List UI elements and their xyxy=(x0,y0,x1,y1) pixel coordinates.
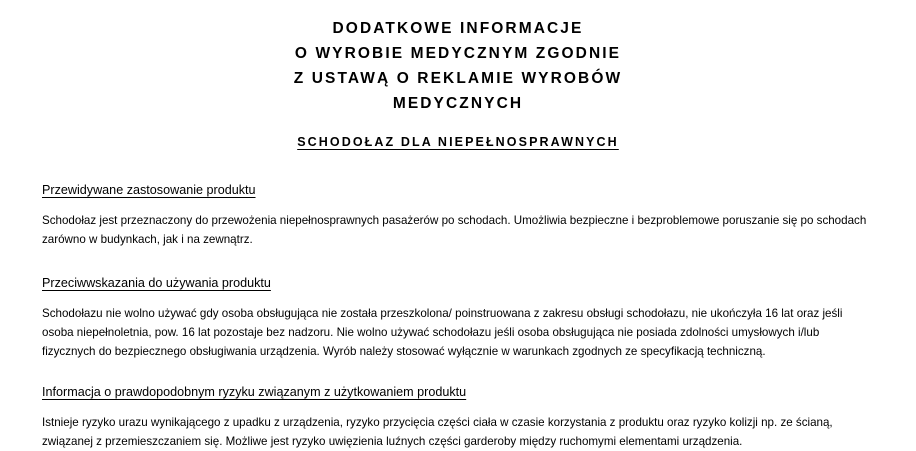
title-line-3: Z USTAWĄ O REKLAMIE WYROBÓW xyxy=(293,70,623,87)
section-heading-risk-information: Informacja o prawdopodobnym ryzyku związanym z użytkowaniem produktu xyxy=(42,385,467,399)
section-heading-contraindications: Przeciwwskazania do używania produktu xyxy=(42,276,271,290)
document-subtitle-wrapper xyxy=(0,133,916,151)
section-spacer-1 xyxy=(42,249,874,274)
title-line-1: DODATKOWE INFORMACJE xyxy=(332,20,584,37)
section-body-risk-information: Istnieje ryzyko urazu wynikającego z upadku z urządzenia, ryzyko przycięcia części ciała w czasie korzystania z produktu oraz ryzyko kolizji np. ze ścianą, związanej z przemieszczaniem się. Możliwe jest ryzyko uwięzienia luźnych części garderoby między ruchomymi elementami urządzenia. xyxy=(42,416,833,448)
section-risk-information xyxy=(42,383,874,451)
section-spacer-2 xyxy=(42,361,874,383)
document-content xyxy=(0,181,916,451)
section-heading-intended-use: Przewidywane zastosowanie produktu xyxy=(42,183,256,197)
section-contraindications xyxy=(42,274,874,361)
document-title xyxy=(0,0,916,116)
section-body-intended-use: Schodołaz jest przeznaczony do przewożenia niepełnosprawnych pasażerów po schodach. Umożliwia bezpieczne i bezproblemowe poruszanie się po schodach zarówno w budynkach, jak i na zewnątrz. xyxy=(42,214,867,246)
title-line-2: O WYROBIE MEDYCZNYM ZGODNIE xyxy=(294,45,622,62)
document-subtitle: SCHODOŁAZ DLA NIEPEŁNOSPRAWNYCH xyxy=(297,135,619,149)
title-line-4: MEDYCZNYCH xyxy=(392,95,524,112)
section-body-contraindications: Schodołazu nie wolno używać gdy osoba obsługująca nie została przeszkolona/ poinstruowana z zakresu obsługi schodołazu, nie ukończyła 16 lat oraz jeśli osoba niepełnoletnia, pow. 16 lat pozostaje bez nadzoru. Nie wolno używać schodołazu jeśli osoba obsługująca nie posiada zdolności umysłowych i/lub fizycznych do bezpiecznego obsługiwania urządzenia. Wyrób należy stosować wyłącznie w warunkach zgodnych ze specyfikacją techniczną. xyxy=(42,307,843,358)
section-intended-use xyxy=(42,181,874,249)
